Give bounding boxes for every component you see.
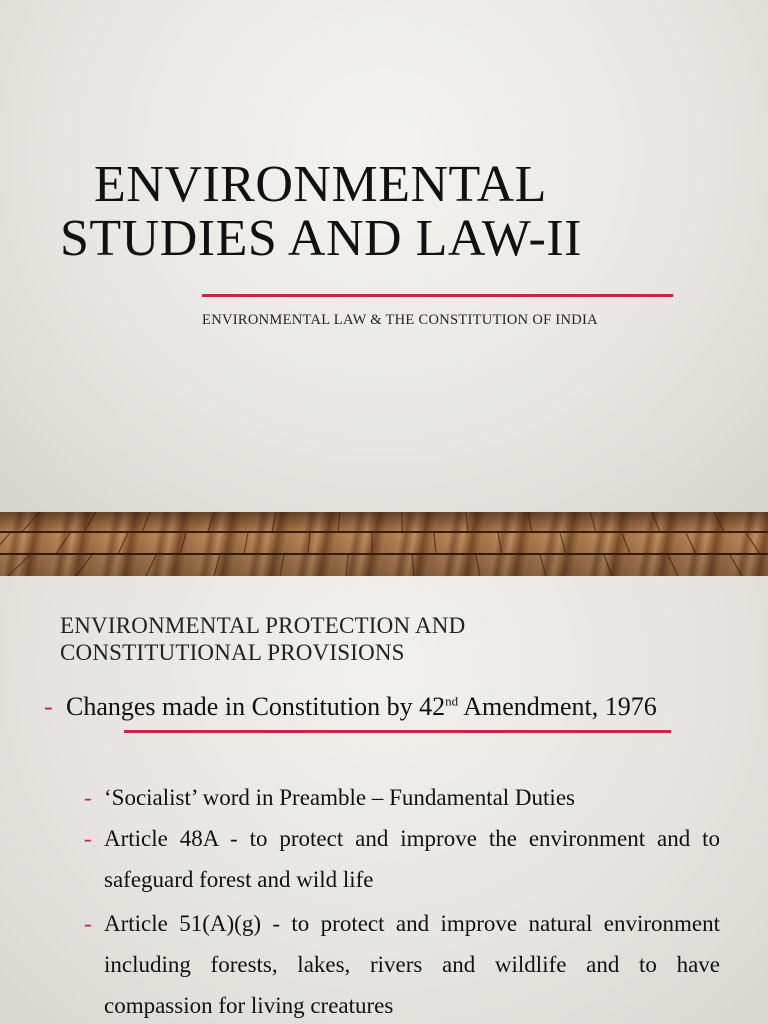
sub-bullet: ‘Socialist’ word in Preamble – Fundamental Duties (104, 785, 575, 810)
main-bullet (66, 686, 720, 728)
ordinal-superscript: nd (445, 693, 459, 709)
sub-bullet-marker: - (84, 911, 92, 936)
main-bullet-text: Changes made in Constitution by 42 (66, 692, 446, 721)
sub-bullet-marker: - (84, 785, 92, 810)
content-title-line2: CONSTITUTIONAL PROVISIONS (60, 640, 405, 665)
sub-bullet-marker: - (84, 826, 92, 851)
slide-title-line1: ENVIRONMENTAL (94, 156, 547, 213)
main-bullet-text-after: Amendment, 1976 (458, 692, 657, 721)
content-title-line1: ENVIRONMENTAL PROTECTION AND (60, 613, 466, 638)
main-bullet-marker: - (44, 692, 53, 721)
wood-floor-decoration (0, 512, 768, 576)
sub-bullet: Article 51(A)(g) - to protect and improve natural environment including forests, lakes, rivers and wildlife and to have compassion for living creatures (104, 911, 720, 1018)
content-slide (0, 576, 768, 1024)
floor-plank-lines (0, 512, 768, 576)
slide-title (60, 158, 700, 266)
content-slide-title (60, 612, 720, 666)
sub-bullet: Article 48A - to protect and improve the environment and to safeguard forest and wild life (104, 826, 720, 892)
bullet-accent-rule (124, 730, 671, 733)
slide-title-line2: STUDIES AND LAW-II (60, 210, 582, 267)
slide-subtitle: ENVIRONMENTAL LAW & THE CONSTITUTION OF INDIA (202, 312, 598, 328)
title-accent-rule (202, 294, 673, 297)
